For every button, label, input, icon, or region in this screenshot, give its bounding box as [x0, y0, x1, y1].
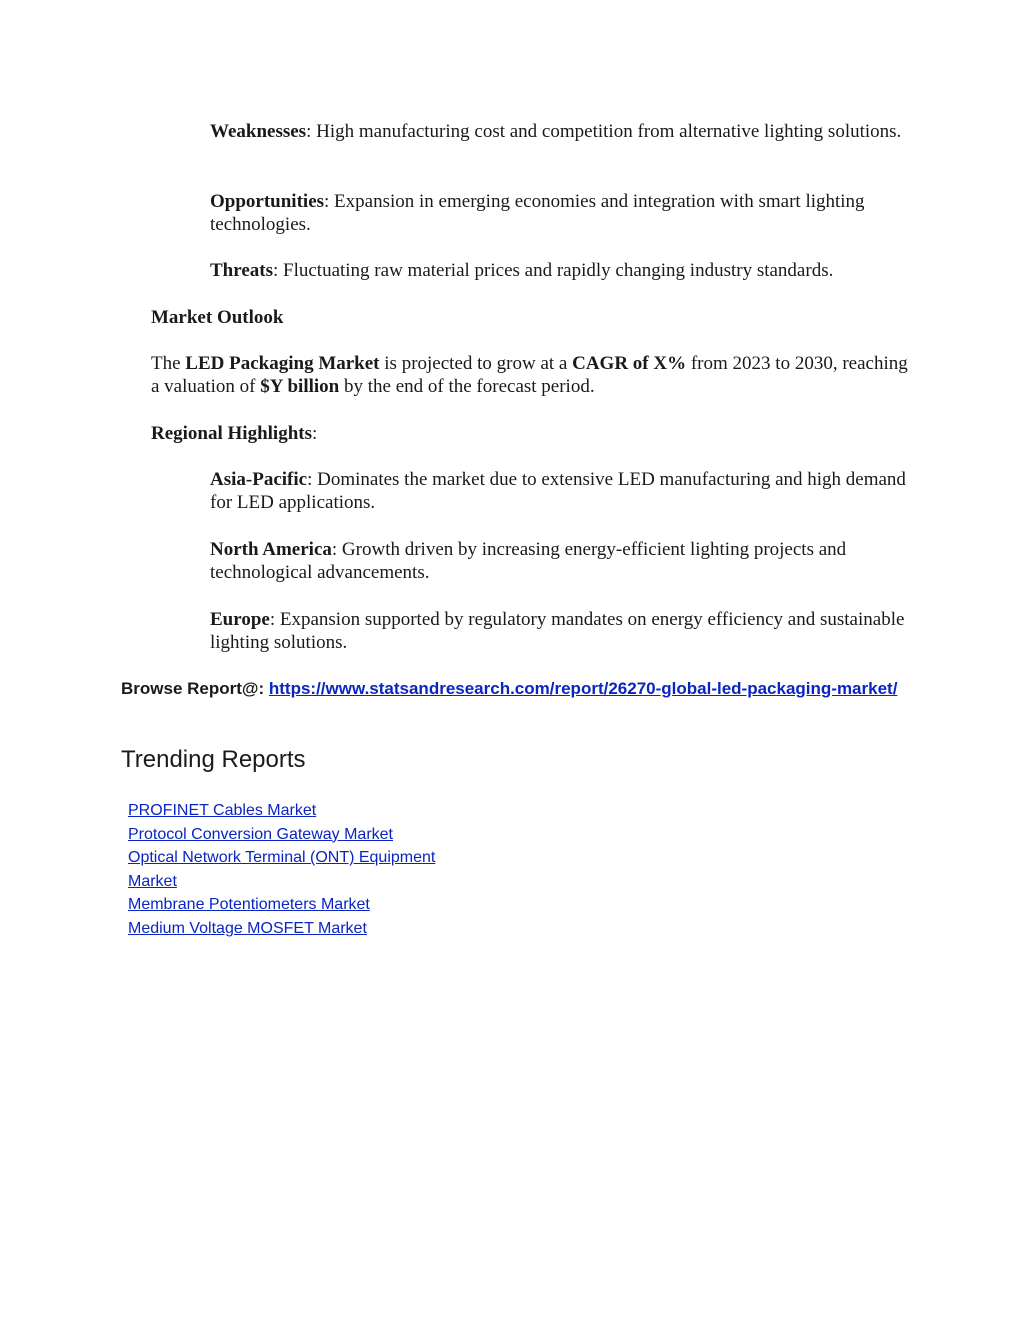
weaknesses-label: Weaknesses [210, 121, 307, 142]
asia-pacific-paragraph [210, 468, 910, 514]
outlook-text-mid1: is projected to grow at a [379, 353, 573, 374]
europe-label: Europe [210, 609, 270, 630]
asia-pacific-text: : Dominates the market due to extensive LED manufacturing and high demand for LED applications. [210, 469, 906, 513]
list-item [128, 846, 468, 893]
regional-highlights-colon: : [312, 423, 318, 444]
outlook-market-name: LED Packaging Market [185, 353, 380, 374]
europe-text: : Expansion supported by regulatory mandates on energy efficiency and sustainable lighting solutions. [210, 609, 905, 653]
asia-pacific-label: Asia-Pacific [210, 469, 308, 490]
market-outlook-paragraph [151, 352, 911, 398]
list-item [128, 799, 468, 823]
regional-highlights-heading-text: Regional Highlights [151, 423, 312, 444]
browse-report-line [121, 677, 911, 700]
trending-report-link-profinet-cables[interactable]: PROFINET Cables Market [128, 802, 317, 819]
browse-report-label: Browse Report@: [121, 679, 269, 698]
trending-reports-heading: Trending Reports [121, 746, 306, 773]
threats-text: : Fluctuating raw material prices and rapidly changing industry standards. [272, 260, 834, 281]
europe-paragraph [210, 608, 910, 654]
weaknesses-text: : High manufacturing cost and competition from alternative lighting solutions. [306, 121, 902, 142]
north-america-label: North America [210, 539, 332, 560]
list-item [128, 823, 468, 847]
outlook-valuation: $Y billion [260, 376, 340, 397]
list-item [128, 893, 468, 917]
threats-paragraph [210, 259, 910, 282]
list-item [128, 917, 468, 941]
outlook-cagr: CAGR of X% [572, 353, 687, 374]
threats-label: Threats [210, 260, 273, 281]
market-outlook-heading-text: Market Outlook [151, 307, 284, 328]
opportunities-text: : Expansion in emerging economies and integration with smart lighting technologies. [210, 191, 865, 235]
outlook-text-end: by the end of the forecast period. [339, 376, 595, 397]
north-america-paragraph [210, 538, 910, 584]
trending-report-link-membrane-potentiometers[interactable]: Membrane Potentiometers Market [128, 896, 370, 913]
browse-report-link[interactable]: https://www.statsandresearch.com/report/26270-global-led-packaging-market/ [268, 679, 898, 698]
outlook-text-start: The [151, 353, 186, 374]
trending-report-link-optical-network-terminal[interactable]: Optical Network Terminal (ONT) Equipment Market [128, 849, 436, 890]
market-outlook-heading [151, 306, 911, 329]
regional-highlights-heading [151, 422, 911, 445]
trending-report-link-medium-voltage-mosfet[interactable]: Medium Voltage MOSFET Market [128, 919, 367, 937]
outlook-text-mid2: from 2023 to 2030, reaching a valuation of [151, 353, 908, 397]
opportunities-label: Opportunities [210, 191, 325, 212]
opportunities-paragraph [210, 190, 910, 236]
north-america-text: : Growth driven by increasing energy-efficient lighting projects and technological advancements. [210, 539, 847, 583]
trending-reports-list [128, 799, 468, 940]
weaknesses-paragraph [210, 120, 910, 143]
trending-report-link-protocol-conversion-gateway[interactable]: Protocol Conversion Gateway Market [128, 825, 393, 843]
